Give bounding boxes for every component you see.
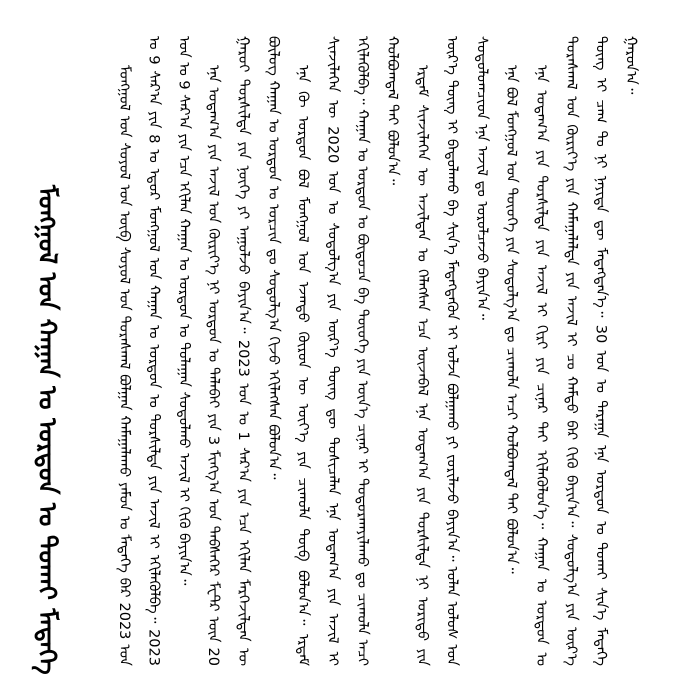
paragraph: ᠡᠨᠡ ᠤᠳᠠᠭ᠎ᠠ ᠶᠢᠨ ᠲᠤᠷᠱᠢᠯᠲᠠ ᠶᠢᠨ ᠠᠵᠢᠯ ᠢ ᠬᠢᠷᠢ ᠶᠢᠨ ᠴᠢᠨᠠᠷ ᠲᠠᠶ ᠡᠬᠢᠯᠡᠭᠦᠯᠦᠨ᠎ᠡ᠃ ᠬᠠᠭᠠᠨ ᠤ ᠣᠷᠳᠣᠨ ᠤ ᠳᠤᠷᠠᠰᠬᠠᠯ ᠤᠨ ᠬᠦᠷᠢᠶ᠎ᠡ ᠶᠢᠨ ᠬᠠᠮᠠᠭᠠᠯᠠᠯᠲᠠ ᠶᠢᠨ ᠠᠵᠢᠯ ᠢ ᠴᠤ ᠬᠠᠮᠲᠤ ᠪᠡᠷ ᠬᠢᠬᠦ ᠪᠠᠶᠢᠨ᠎ᠠ᠃ ᠰᠤᠳᠤᠯᠭ᠎ᠠ ᠶᠢᠨ ᠦᠷ᠎ᠡ ᠳᠦᠩ ᠢ ᠴᠠᠭ ᠲᠤ ᠨᠢ ᠨᠡᠶᠢᠲᠡ ᠳᠦ ᠮᠡᠳᠡᠭᠳᠡᠨ᠎ᠡ᠃ 30 ᠣᠨ ᠤ ᠳᠠᠷᠠᠭᠠ ᠡᠨᠡ ᠣᠷᠳᠣᠨ ᠤ ᠲᠤᠬᠠᠢ ᠰᠢᠨ᠎ᠡ ᠮᠡᠳᠡᠭᠡ ᠭᠠᠷᠤᠨ᠎ᠠ᠃ <box>532 36 639 666</box>
paragraph: ᠡᠨᠡ ᠪᠣᠯ ᠮᠣᠩᠭᠣᠯ ᠤᠨ ᠲᠦᠦᠬᠡ ᠶᠢᠨ ᠰᠤᠳᠤᠯᠭ᠎ᠠ ᠳᠤ ᠴᠢᠬᠤᠯᠠ ᠠᠴᠢ ᠬᠣᠯᠪᠣᠭᠳᠠᠯ ᠲᠠᠶ ᠪᠣᠯᠤᠨ᠎ᠠ᠃ <box>503 65 520 574</box>
paragraph: ᠡᠨᠡ ᠬᠦ ᠣᠷᠳᠣᠨ ᠪᠣᠯ ᠮᠣᠩᠭᠣᠯ ᠤᠨ ᠡᠵᠡᠨᠲᠦ ᠭᠦᠷᠦᠨ ᠦ ᠦᠶ᠎ᠡ ᠶᠢᠨ ᠴᠢᠬᠤᠯᠠ ᠲᠥᠪ ᠪᠣᠯᠤᠨ᠎ᠠ᠃ ᠡᠷᠳᠡᠮ ᠰᠢᠨᠵᠢᠯᠡᠭᠡᠨ ᠦ 2020 ᠣᠨ ᠤ ᠰᠤᠳᠤᠯᠭ᠎ᠠ ᠶᠢᠨ ᠦᠷ᠎ᠡ ᠳᠦᠩ ᠳᠦ ᠲᠤᠰᠢᠴᠠᠯᠠᠨ ᠡᠨᠡ ᠤᠳᠠᠭ᠎ᠠ ᠶᠢᠨ ᠠᠵᠢᠯ ᠢ ᠡᠬᠢᠯᠡᠭᠦᠯᠪᠡ᠃ ᠬᠠᠭᠠᠨ ᠤ ᠣᠷᠳᠣᠨ ᠤ ᠪᠦᠲᠦᠴᠡ ᠪᠠ ᠲᠦᠦᠬᠡ ᠶᠢᠨ ᠦᠨ᠎ᠡ ᠴᠢᠨᠠᠷ ᠢ ᠲᠣᠳᠣᠷᠬᠠᠶᠢᠯᠠᠬᠤ ᠳᠤ ᠴᠢᠬᠤᠯᠠ ᠠᠴᠢ ᠬᠣᠯᠪᠣᠭᠳᠠᠯ ᠲᠠᠶ ᠪᠣᠯᠤᠨ᠎ᠠ᠃ <box>294 36 400 666</box>
page-title: ᠮᠣᠩᠭᠣᠯ ᠤᠨ ᠬᠠᠭᠠᠨ ᠤ ᠣᠷᠳᠣᠨ ᠤ ᠲᠤᠬᠠᠢ ᠮᠡᠳᠡᠭᠡ <box>33 185 62 675</box>
paragraph: ᠡᠷᠳᠡᠮ ᠰᠢᠨᠵᠢᠯᠡᠭᠡᠨ ᠦ ᠠᠵᠢᠯᠲᠠᠨ ᠤ ᠬᠡᠯᠡᠭᠰᠡᠨ ᠡᠴᠡ ᠦᠵᠡᠪᠡᠯ ᠡᠨᠡ ᠤᠳᠠᠭ᠎ᠠ ᠶᠢᠨ ᠲᠤᠷᠱᠢᠯᠲᠠ ᠨᠢ ᠤᠷᠢᠳᠤ ᠶᠢᠨ ᠦᠷ᠎ᠡ ᠳᠦᠩ ᠢ ᠪᠠᠲᠤᠯᠠᠬᠤ ᠪᠠ ᠰᠢᠨ᠎ᠡ ᠮᠡᠳᠡᠭᠳᠡᠬᠦᠨ ᠢ ᠣᠯᠵᠠ ᠪᠣᠯᠭᠠᠬᠤ ᠶᠢ ᠵᠣᠷᠢᠯᠠᠵᠤ ᠪᠠᠶᠢᠨ᠎ᠠ᠃ ᠣᠯᠠᠨ ᠤᠯᠤᠰ ᠤᠨ ᠰᠤᠳᠤᠯᠤᠭᠴᠢᠳ ᠡᠨᠡ ᠠᠵᠢᠯ ᠳᠤ ᠣᠷᠣᠯᠴᠠᠵᠤ ᠪᠠᠶᠢᠨ᠎ᠠ᠃ <box>413 36 490 666</box>
paragraph: ᠡᠨᠡ ᠤᠳᠠᠭ᠎ᠠ ᠶᠢᠨ ᠠᠵᠢᠯ ᠤᠨ ᠬᠦᠷᠢᠶ᠎ᠡ ᠨᠢ ᠣᠷᠳᠣᠨ ᠤ ᠲᠠᠯᠠᠪᠠᠢ ᠶᠢᠨ 3 ᠮᠢᠩᠭ᠎ᠠ ᠤᠨ ᠳᠡᠪᠰᠡᠭᠡᠷ ᠮᠧᠲ᠋ᠷ ᠦᠨ 20 ᠭᠠᠷᠤᠢ ᠲᠤᠷᠱᠢᠯᠲᠠ ᠶᠢᠨ ᠨᠦᠬᠡ ᠶᠢ ᠠᠭᠤᠯᠵᠤ ᠪᠠᠶᠢᠨ᠎ᠠ᠃ 2023 ᠣᠨ ᠤ 1 ᠰᠠᠷ᠎ᠠ ᠶᠢᠨ ᠡᠴᠡ ᠡᠬᠢᠯᠡᠨ ᠮᠡᠷᠭᠡᠵᠢᠯᠲᠡᠨ ᠦ ᠪᠦᠯᠦᠭ ᠬᠠᠭᠠᠨ ᠤ ᠣᠷᠳᠣᠨ ᠤ ᠣᠷᠴᠢᠨ ᠳᠤ ᠰᠤᠳᠤᠯᠭ᠎ᠠ ᠬᠢᠵᠦ ᠡᠬᠢᠯᠡᠭᠰᠡᠨ ᠪᠣᠯᠤᠨ᠎ᠠ᠃ <box>205 36 281 666</box>
article-body <box>108 36 656 666</box>
paragraph: ᠮᠣᠩᠭᠣᠯ ᠤᠨ ᠰᠣᠶᠣᠯ ᠤᠨ ᠥᠪ ᠰᠣᠶᠣᠯ ᠤᠨ ᠳᠤᠷᠠᠰᠬᠠᠯ ᠪᠣᠯᠭᠠᠨ ᠬᠠᠮᠠᠭᠠᠯᠠᠬᠤ ᠶᠠᠮᠤᠨ ᠤ ᠮᠡᠳᠡᠭᠡ ᠪᠡᠷ 2023 ᠣᠨ ᠤ 9 ᠰᠠᠷ᠎ᠠ ᠶᠢᠨ 8 ᠤ ᠡᠳᠦᠷ ᠮᠣᠩᠭᠣᠯ ᠤᠨ ᠬᠠᠭᠠᠨ ᠤ ᠣᠷᠳᠣᠨ ᠤ ᠲᠤᠷᠱᠢᠯᠲᠠ ᠶᠢᠨ ᠠᠵᠢᠯ ᠢ ᠡᠬᠢᠯᠡᠭᠦᠯᠪᠡ᠃ 2023 ᠣᠨ ᠤ 9 ᠰᠠᠷ᠎ᠠ ᠶᠢᠨ ᠡᠴᠡ ᠡᠬᠢᠯᠡᠨ ᠬᠠᠭᠠᠨ ᠤ ᠣᠷᠳᠣᠨ ᠤ ᠲᠤᠯᠠᠭᠠᠨ ᠰᠤᠳᠤᠯᠬᠤ ᠠᠵᠢᠯ ᠢ ᠬᠢᠬᠦ ᠪᠠᠶᠢᠨ᠎ᠠ᠃ <box>115 36 192 666</box>
